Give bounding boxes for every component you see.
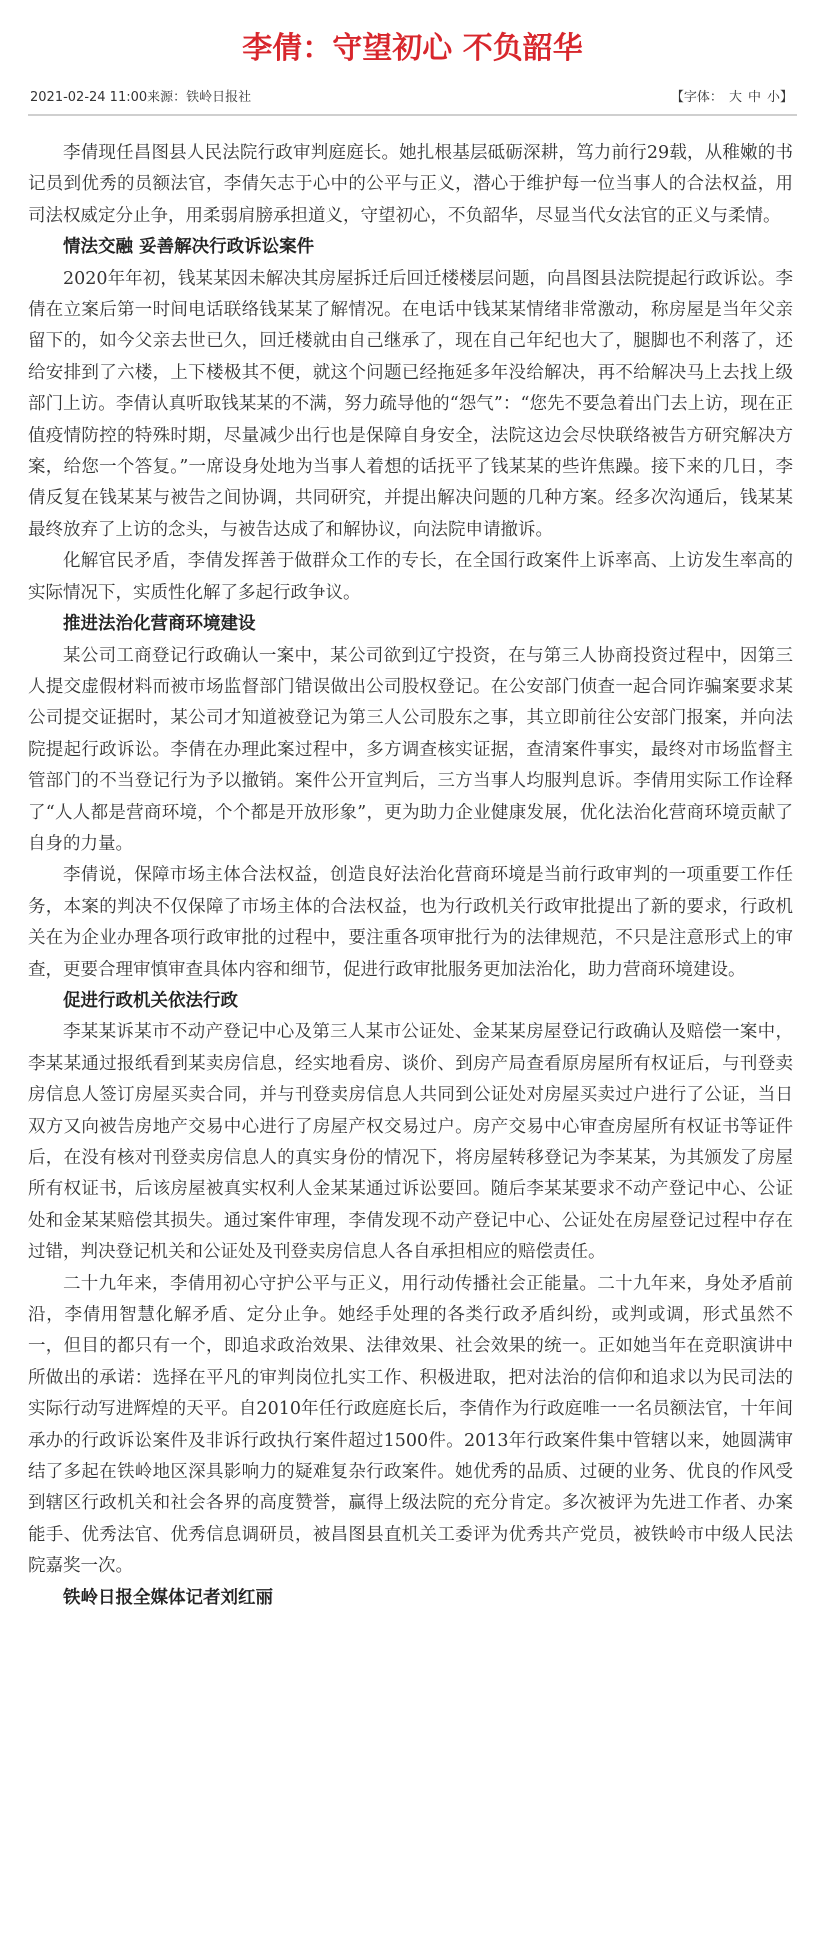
publish-date: 2021-02-24 11:00 [30, 89, 148, 105]
article-paragraph: 李倩说，保障市场主体合法权益，创造良好法治化营商环境是当前行政审判的一项重要工作任务，本案的判决不仅保障了市场主体的合法权益，也为行政机关行政审批提出了新的要求，行政机关在为企业办理各项行政审批的过程中，要注重各项审批行为的法律规范，不只是注意形式上的审查，更要合理审慎审查具体内容和细节，促进行政审批服务更加法治化，助力营商环境建设。 [28, 865, 793, 980]
font-size-close-bracket: 】 [779, 89, 793, 105]
section-heading: 促进行政机关依法行政 [63, 990, 238, 1011]
source-label: 来源： [147, 89, 187, 105]
article-paragraph: 李某某诉某市不动产登记中心及第三人某市公证处、金某某房屋登记行政确认及赔偿一案中，李某某通过报纸看到某卖房信息，经实地看房、谈价、到房产局查看原房屋所有权证后，与刊登卖房信息人签订房屋买卖合同，并与刊登卖房信息人共同到公证处对房屋买卖过户进行了公证，当日双方又向被告房地产交易中心进行了房屋产权交易过户。房产交易中心审查房屋所有权证书等证件后，在没有核对刊登卖房信息人的真实身份的情况下，将房屋转移登记为李某某，为其颁发了房屋所有权证书，后该房屋被真实权利人金某某通过诉讼要回。随后李某某要求不动产登记中心、公证处和金某某赔偿其损失。通过案件审理，李倩发现不动产登记中心、公证处在房屋登记过程中存在过错，判决登记机关和公证处及刊登卖房信息人各自承担相应的赔偿责任。 [28, 1022, 793, 1263]
section-heading: 情法交融 妥善解决行政诉讼案件 [63, 237, 315, 258]
article-body [28, 138, 797, 1614]
article-paragraph: 李倩现任昌图县人民法院行政审判庭庭长。她扎根基层砥砺深耕，笃力前行29载，从稚嫩的书记员到优秀的员额法官，李倩矢志于心中的公平与正义，潜心于维护每一位当事人的合法权益，用司法权威定分止争，用柔弱肩膀承担道义，守望初心，不负韶华，尽显当代女法官的正义与柔情。 [28, 143, 793, 226]
article-title: 李倩：守望初心 不负韶华 [242, 31, 583, 66]
article-meta [30, 86, 251, 105]
article-paragraph: 2020年年初，钱某某因未解决其房屋拆迁后回迁楼楼层问题，向昌图县法院提起行政诉讼。李倩在立案后第一时间电话联络钱某某了解情况。在电话中钱某某情绪非常激动，称房屋是当年父亲留下的，如今父亲去世已久，回迁楼就由自己继承了，现在自己年纪也大了，腿脚也不利落了，还给安排到了六楼，上下楼极其不便，就这个问题已经拖延多年没给解决，再不给解决马上去找上级部门上访。李倩认真听取钱某某的不满，努力疏导他的“怨气”：“您先不要急着出门去上访，现在正值疫情防控的特殊时期，尽量减少出行也是保障自身安全，法院这边会尽快联络被告方研究解决方案，给您一个答复。”一席设身处地为当事人着想的话抚平了钱某某的些许焦躁。接下来的几日，李倩反复在钱某某与被告之间协调，共同研究，并提出解决问题的几种方案。经多次沟通后，钱某某最终放弃了上访的念头，与被告达成了和解协议，向法院申请撤诉。 [28, 268, 793, 540]
font-size-large-button[interactable]: 大 [728, 89, 742, 105]
article-paragraph: 化解官民矛盾，李倩发挥善于做群众工作的专长，在全国行政案件上诉率高、上访发生率高的实际情况下，实质性化解了多起行政争议。 [28, 551, 793, 603]
font-size-control [671, 86, 793, 105]
section-heading: 铁岭日报全媒体记者刘红丽 [63, 1587, 273, 1608]
font-size-label: 【字体： [670, 89, 723, 105]
article-meta-bar [28, 82, 797, 116]
source-name: 铁岭日报社 [186, 89, 252, 105]
section-heading: 推进法治化营商环境建设 [63, 614, 256, 635]
article-paragraph: 某公司工商登记行政确认一案中，某公司欲到辽宁投资，在与第三人协商投资过程中，因第三人提交虚假材料而被市场监督部门错误做出公司股权登记。在公安部门侦查一起合同诈骗案要求某公司提交证据时，某公司才知道被登记为第三人公司股东之事，其立即前往公安部门报案，并向法院提起行政诉讼。李倩在办理此案过程中，多方调查核实证据，查清案件事实，最终对市场监督主管部门的不当登记行为予以撤销。案件公开宣判后，三方当事人均服判息诉。李倩用实际工作诠释了“人人都是营商环境，个个都是开放形象”，更为助力企业健康发展，优化法治化营商环境贡献了自身的力量。 [28, 645, 793, 854]
font-size-medium-button[interactable]: 中 [747, 89, 761, 105]
font-size-small-button[interactable]: 小 [766, 89, 780, 105]
article-paragraph: 二十九年来，李倩用初心守护公平与正义，用行动传播社会正能量。二十九年来，身处矛盾前沿，李倩用智慧化解矛盾、定分止争。她经手处理的各类行政矛盾纠纷，或判或调，形式虽然不一，但目的都只有一个，即追求政治效果、法律效果、社会效果的统一。正如她当年在竞职演讲中所做出的承诺：选择在平凡的审判岗位扎实工作、积极进取，把对法治的信仰和追求以为民司法的实际行动写进辉煌的天平。自2010年任行政庭庭长后，李倩作为行政庭唯一一名员额法官，十年间承办的行政诉讼案件及非诉行政执行案件超过1500件。2013年行政案件集中管辖以来，她圆满审结了多起在铁岭地区深具影响力的疑难复杂行政案件。她优秀的品质、过硬的业务、优良的作风受到辖区行政机关和社会各界的高度赞誉，赢得上级法院的充分肯定。多次被评为先进工作者、办案能手、优秀法官、优秀信息调研员，被昌图县直机关工委评为优秀共产党员，被铁岭市中级人民法院嘉奖一次。 [28, 1273, 793, 1577]
